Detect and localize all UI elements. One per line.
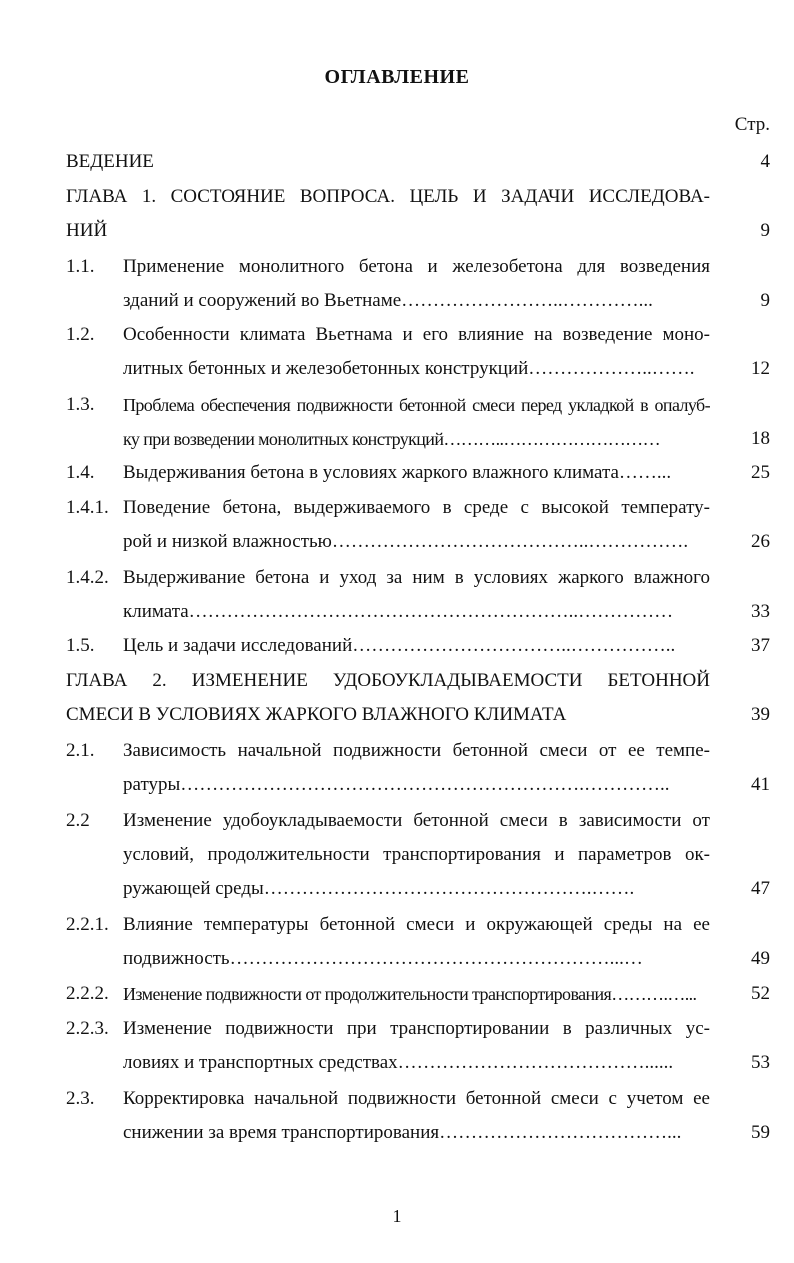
toc-entry-1-5[interactable] [0,630,794,662]
toc-entry-2-2-2[interactable] [0,978,794,1010]
toc-entry-text: Применение монолитного бетона и железобетона для возведения [123,256,710,277]
toc-entry-1-2[interactable] [0,319,794,351]
toc-entry-text: Влияние температуры бетонной смеси и окружающей среды на ее [123,914,710,935]
toc-entry-2-2-3[interactable] [0,1013,794,1045]
toc-entry-text: Выдерживания бетона в условиях жаркого влажного климата……... [123,462,672,483]
toc-entry-page: 52 [751,983,770,1004]
toc-entry-number: 1.4.1. [66,497,109,518]
toc-entry-text: ку при возведении монолитных конструкций………..……………………… [123,429,660,449]
toc-entry-1-4-2[interactable] [0,562,794,594]
toc-entry-text: Изменение подвижности от продолжительности транспортирования……….…... [123,984,697,1004]
toc-entry-1-4-1[interactable] [0,492,794,524]
toc-entry-page: 25 [751,462,770,483]
toc-entry-text: Цель и задачи исследований……………………………..…………….. [123,635,676,656]
toc-entry-number: 1.1. [66,256,95,277]
toc-entry-page: 33 [751,601,770,622]
toc-entry-introduction[interactable] [0,146,794,178]
toc-entry-chapter-2-cont [0,699,794,731]
toc-entry-text: Изменение удобоукладываемости бетонной смеси в зависимости от [123,810,710,831]
toc-entry-1-4[interactable] [0,457,794,489]
toc-entry-text: зданий и сооружений во Вьетнаме……………………..…………... [123,290,653,311]
toc-entry-2-3[interactable] [0,1083,794,1115]
toc-entry-text: рой и низкой влажностью…………………………………..……………. [123,531,689,552]
page-number: 1 [392,1206,402,1226]
toc-entry-page: 26 [751,531,770,552]
toc-entry-chapter-1[interactable] [0,181,794,213]
toc-entry-text: ратуры……………………………………………………….………….. [123,774,670,795]
toc-entry-page: 37 [751,635,770,656]
toc-entry-text: снижении за время транспортирования………………………………... [123,1122,682,1143]
toc-entry-1-1-cont [0,285,794,317]
toc-entry-text: Изменение подвижности при транспортировании в различных ус- [123,1018,710,1039]
toc-entry-2-2[interactable] [0,805,794,837]
toc-entry-text: литных бетонных и железобетонных конструкций………………..……. [123,358,695,379]
toc-entry-chapter-2[interactable] [0,665,794,697]
toc-entry-1-3-cont [0,423,794,455]
toc-entry-text: условий, продолжительности транспортирования и параметров ок- [123,844,710,865]
toc-entry-number: 2.2.3. [66,1018,109,1039]
toc-entry-text: Зависимость начальной подвижности бетонной смеси от ее темпе- [123,740,710,761]
toc-entry-1-1[interactable] [0,251,794,283]
toc-entry-number: 2.2.2. [66,983,109,1004]
toc-entry-text: ВЕДЕНИЕ [66,151,154,172]
toc-entry-number: 2.2.1. [66,914,109,935]
toc-entry-text: Выдерживание бетона и уход за ним в условиях жаркого влажного [123,567,710,588]
toc-entry-2-1-cont [0,769,794,801]
toc-entry-number: 1.5. [66,635,95,656]
toc-entry-page: 9 [760,220,770,241]
toc-entry-page: 12 [751,358,770,379]
toc-entry-number: 1.4.2. [66,567,109,588]
toc-entry-text: Особенности климата Вьетнама и его влияние на возведение моно- [123,324,710,345]
toc-entry-1-2-cont [0,353,794,385]
toc-entry-page: 4 [760,151,770,172]
toc-entry-number: 1.2. [66,324,95,345]
toc-entry-chapter-1-cont [0,215,794,247]
toc-entry-text: ловиях и транспортных средствах…………………………………...... [123,1052,674,1073]
toc-entry-page: 9 [760,290,770,311]
toc-entry-2-1[interactable] [0,735,794,767]
toc-entry-1-3[interactable] [0,389,794,421]
toc-entry-number: 2.3. [66,1088,95,1109]
toc-entry-page: 39 [751,704,770,725]
toc-entry-text: климата……………………………………………………..…………… [123,601,674,622]
toc-entry-2-2-1[interactable] [0,909,794,941]
toc-entry-2-2-cont2 [0,873,794,905]
toc-entry-page: 41 [751,774,770,795]
page-column-label: Стр. [734,114,770,135]
toc-entry-number: 1.3. [66,394,95,415]
toc-entry-number: 2.1. [66,740,95,761]
toc-entry-text: подвижность……………………………………………………...… [123,948,643,969]
toc-entry-1-4-1-cont [0,526,794,558]
toc-entry-number: 1.4. [66,462,95,483]
toc-entry-2-2-3-cont [0,1047,794,1079]
toc-entry-text: Поведение бетона, выдерживаемого в среде с высокой температу- [123,497,710,518]
toc-entry-page: 18 [751,428,770,449]
toc-entry-text: Проблема обеспечения подвижности бетонной смеси перед укладкой в опалуб- [123,395,710,415]
toc-entry-number: 2.2 [66,810,90,831]
toc-title: ОГЛАВЛЕНИЕ [324,66,470,88]
toc-entry-1-4-2-cont [0,596,794,628]
toc-entry-2-2-1-cont [0,943,794,975]
toc-entry-page: 47 [751,878,770,899]
toc-entry-2-2-cont [0,839,794,871]
toc-entry-page: 49 [751,948,770,969]
toc-entry-page: 53 [751,1052,770,1073]
toc-entry-text: Корректировка начальной подвижности бетонной смеси с учетом ее [123,1088,710,1109]
toc-entry-text: ГЛАВА 1. СОСТОЯНИЕ ВОПРОСА. ЦЕЛЬ И ЗАДАЧИ ИССЛЕДОВА- [66,186,710,207]
toc-entry-text: ГЛАВА 2. ИЗМЕНЕНИЕ УДОБОУКЛАДЫВАЕМОСТИ БЕТОННОЙ [66,670,710,691]
toc-entry-2-3-cont [0,1117,794,1149]
toc-entry-text: НИЙ [66,220,108,241]
toc-entry-page: 59 [751,1122,770,1143]
toc-entry-text: ружающей среды…………………………………………….……. [123,878,635,899]
toc-entry-text: СМЕСИ В УСЛОВИЯХ ЖАРКОГО ВЛАЖНОГО КЛИМАТА [66,704,567,725]
